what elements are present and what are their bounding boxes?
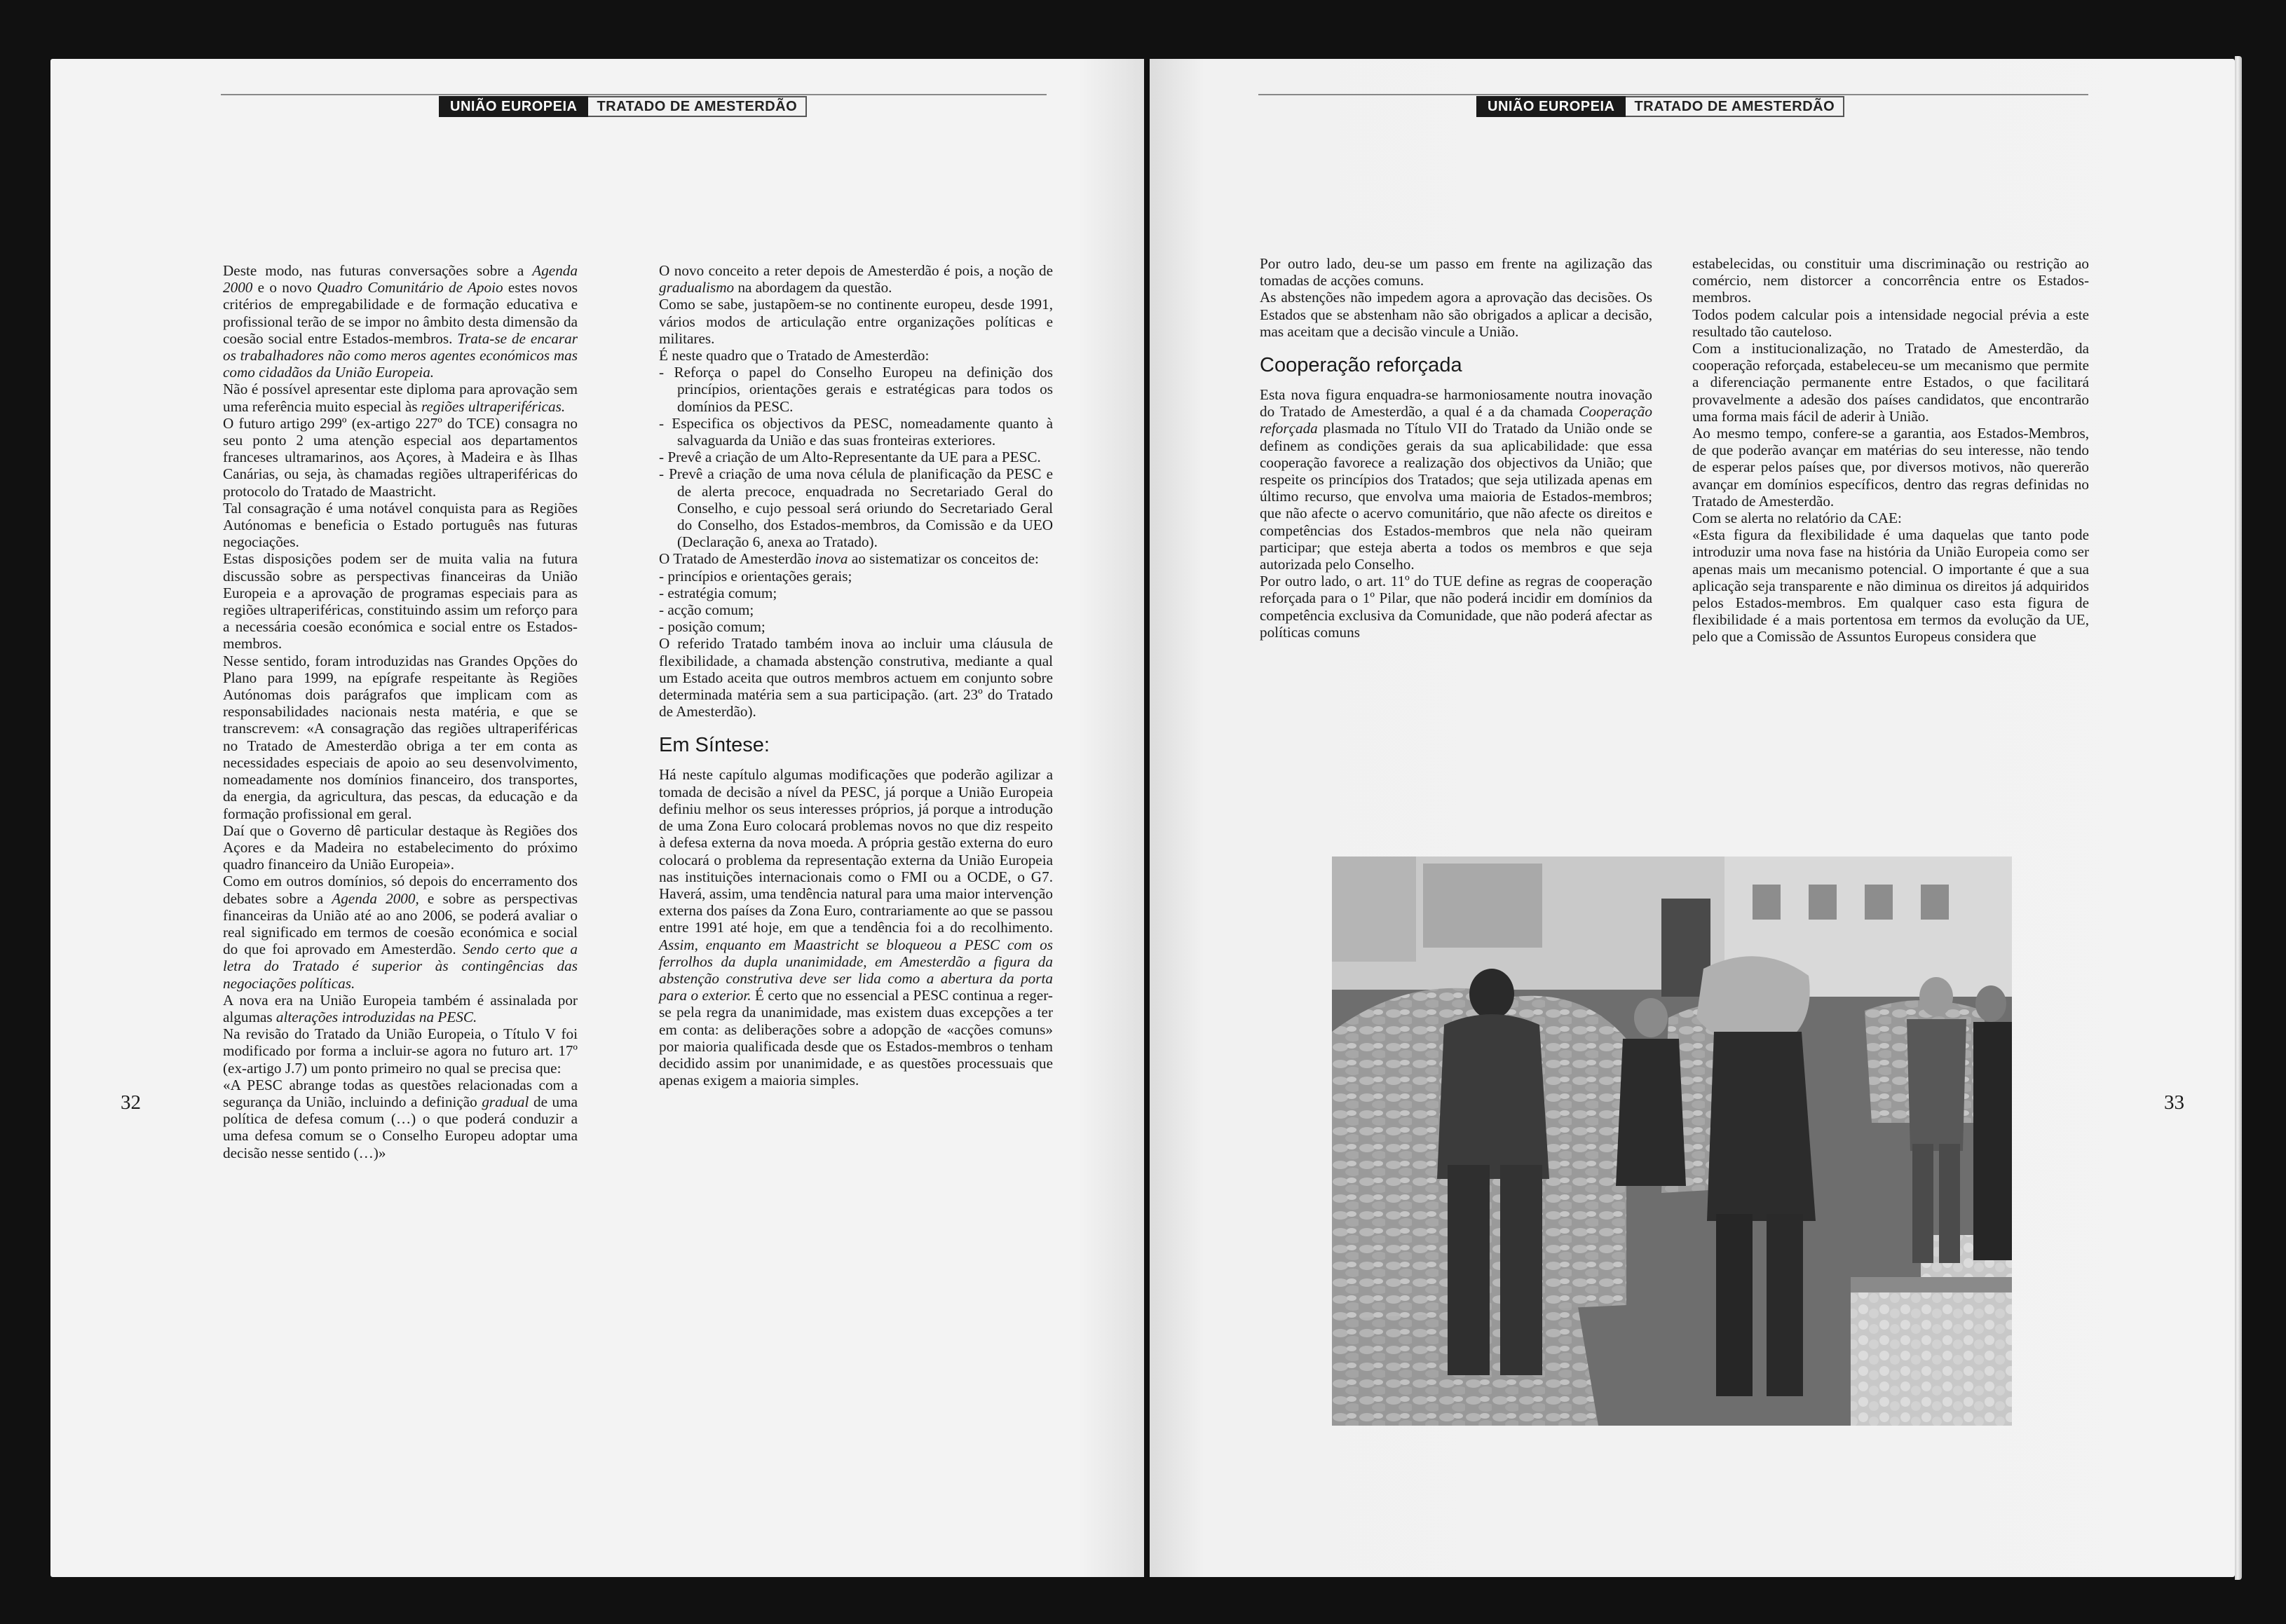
paragraph: Por outro lado, deu-se um passo em frente na agilização das tomadas de acções comuns.: [1260, 255, 1652, 289]
paragraph: Daí que o Governo dê particular destaque às Regiões dos Açores e da Madeira no estabelecimento do próximo quadro financeiro da União Europeia».: [223, 821, 578, 873]
header-rule-right: [1258, 94, 2088, 95]
header-title: TRATADO DE AMESTERDÃO: [588, 96, 807, 117]
list-item: - posição comum;: [659, 618, 766, 636]
section-heading: Cooperação reforçada: [1260, 354, 1462, 377]
paragraph: A nova era na União Europeia também é assinalada por algumas alterações introduzidas na PESC.: [223, 991, 578, 1025]
list-item: - Especifica os objectivos da PESC, nomeadamente quanto à salvaguarda da União e das suas fronteiras exteriores.: [659, 414, 1053, 449]
section-heading: Em Síntese:: [659, 734, 770, 757]
paragraph: Nesse sentido, foram introduzidas nas Grandes Opções do Plano para 1999, na epígrafe respeitante às Regiões Autónomas dois parágrafos que implicam com as responsabilidades nacionais nesta matéria, e que se transcrevem: «A consagração das regiões ultraperiféricas no Tratado de Amesterdão obriga a ter em conta as necessidades especiais de apoio ao seu desenvolvimento, nomeadamente nos domínios financeiro, dos transportes, da energia, da agricultura, das pescas, da educação e da formação profissional em geral.: [223, 652, 578, 822]
paragraph: Estas disposições podem ser de muita valia na futura discussão sobre as perspectivas financeiras da União Europeia e a aprovação de programas especiais para as regiões ultraperiféricas, constituindo assim um reforço para a necessária coesão económica e social entre os Estados-membros.: [223, 550, 578, 653]
paragraph: Deste modo, nas futuras conversações sobre a Agenda 2000 e o novo Quadro Comunitário de Apoio estes novos critérios de empregabilidade e de formação educativa e profissional terão de se impor no âmbito desta dimensão da coesão social entre Estados-membros. Trata-se de encarar os trabalhadores não como meros agentes económicos mas como cidadãos da União Europeia.: [223, 262, 578, 381]
paragraph: Com se alerta no relatório da CAE:: [1692, 510, 1902, 527]
paragraph: «Esta figura da flexibilidade é uma daquelas que tanto pode introduzir uma nova fase na história da União Europeia como ser apenas mais um mecanismo potencial. O importante é que a sua aplicação seja transparente e não diminua os direitos já adquiridos pelos Estados-membros. Em qualquer caso esta figura de flexibilidade é a mais portentosa em termos da evolução da UE, pelo que a Comissão de Assuntos Europeus considera que: [1692, 526, 2089, 646]
paragraph: Todos podem calcular pois a intensidade negocial prévia a este resultado tão cauteloso.: [1692, 306, 2089, 340]
paragraph: Como em outros domínios, só depois do encerramento dos debates sobre a Agenda 2000, e sobre as perspectivas financeiras da União até ao ano 2006, se poderá avaliar o real significado em termos de coesão económica e social do que foi aprovado em Amesterdão. Sendo certo que a letra do Tratado é superior às contingências das negociações políticas.: [223, 873, 578, 992]
paragraph: Tal consagração é uma notável conquista para as Regiões Autónomas e beneficia o Estado português nas futuras negociações.: [223, 499, 578, 551]
paragraph: Por outro lado, o art. 11º do TUE define as regras de cooperação reforçada para o 1º Pilar, que não poderá incidir em domínios da competência exclusiva da Comunidade, que não poderá afectar as políticas comuns: [1260, 573, 1652, 641]
list-item: - Prevê a criação de uma nova célula de planificação da PESC e de alerta precoce, enquadrada no Secretariado Geral do Conselho, e cujo pessoal será oriundo do Secretariado Geral do Conselho, dos Estados-membros, da Comissão e da UEO (Declaração 6, anexa ao Tratado).: [659, 465, 1053, 551]
paragraph: Como se sabe, justapõem-se no continente europeu, desde 1991, vários modos de articulação entre organizações políticas e militares.: [659, 296, 1053, 347]
text-column-2: [659, 262, 1053, 1089]
paragraph: Ao mesmo tempo, confere-se a garantia, aos Estados-Membros, de que poderão avançar em matérias do seu interesse, não tendo de esperar pelos países que, por diversos motivos, não quererão avançar em domínios específicos, dentro das regras definidas no Tratado de Amesterdão.: [1692, 425, 2089, 510]
list-item: - princípios e orientações gerais;: [659, 567, 852, 585]
paragraph: Na revisão do Tratado da União Europeia, o Título V foi modificado por forma a incluir-se agora no futuro art. 17º (ex-artigo J.7) um ponto primeiro no qual se precisa que:: [223, 1025, 578, 1077]
list-item: - Reforça o papel do Conselho Europeu na definição dos princípios, orientações gerais e estratégicas para todos os domínios da PESC.: [659, 364, 1053, 415]
paragraph: Com a institucionalização, no Tratado de Amesterdão, da cooperação reforçada, estabeleceu-se um mecanismo que permite a diferenciação permanente entre Estados, o que facilitará provavelmente a adesão dos países candidatos, que encontrarão uma forma mais fácil de aderir à União.: [1692, 340, 2089, 425]
text-column-4: [1692, 255, 2089, 646]
text-column-1: [223, 262, 578, 1161]
paragraph: Há neste capítulo algumas modificações que poderão agilizar a tomada de decisão a nível da PESC, já porque a União Europeia definiu melhor os seus interesses próprios, já porque a introdução de uma Zona Euro colocará problemas novos no que diz respeito à defesa externa da nova moeda. A própria gestão externa do euro colocará o problema da representação externa da União Europeia nas instituições internacionais como o FMI ou a OCDE, o G7. Haverá, assim, uma tendência natural para uma maior intervenção externa dos países da Zona Euro, contrariamente ao que se passou entre 1991 até hoje, em que a tendência foi a do recolhimento. Assim, enquanto em Maastricht se bloqueou a PESC com os ferrolhos da dupla unanimidade, em Amesterdão a figura da abstenção construtiva deve ser lida como a abertura da porta para o exterior. É certo que no essencial a PESC continua a reger-se pela regra da unanimidade, mas existem duas excepções a ter em conta: as deliberações sobre a adopção de «acções comuns» por maioria qualificada desde que os Estados-membros o tenham decidido assim por unanimidade, e as questões processuais que apenas exigem a maioria simples.: [659, 766, 1053, 1089]
header-right: [1476, 96, 1844, 117]
paragraph: As abstenções não impedem agora a aprovação das decisões. Os Estados que se abstenham não são obrigados a aplicar a decisão, mas aceitam que a decisão vincule a União.: [1260, 289, 1652, 340]
paragraph: «A PESC abrange todas as questões relacionadas com a segurança da União, incluindo a definição gradual de uma política de defesa comum (…) o que poderá conduzir a uma defesa comum se o Conselho Europeu adoptar uma decisão nesse sentido (…)»: [223, 1076, 578, 1161]
header-badge: UNIÃO EUROPEIA: [1476, 96, 1626, 117]
market-photo: [1332, 857, 2012, 1426]
list-item: - Prevê a criação de um Alto-Representante da UE para a PESC.: [659, 449, 1041, 466]
text-column-3: [1260, 255, 1652, 641]
paragraph: estabelecidas, ou constituir uma discriminação ou restrição ao comércio, nem distorcer a concorrência entre os Estados-membros.: [1692, 255, 2089, 306]
paragraph: Não é possível apresentar este diploma para aprovação sem uma referência muito especial às regiões ultraperiféricas.: [223, 381, 578, 415]
page-number-left: 32: [121, 1091, 141, 1114]
header-title: TRATADO DE AMESTERDÃO: [1626, 96, 1844, 117]
list-item: - estratégia comum;: [659, 584, 777, 601]
paragraph: O Tratado de Amesterdão inova ao sistematizar os conceitos de:: [659, 550, 1039, 568]
page-edge: [2235, 56, 2242, 1580]
header-badge: UNIÃO EUROPEIA: [439, 96, 588, 117]
list-item: - acção comum;: [659, 601, 754, 619]
header-left: [439, 96, 807, 117]
paragraph: O futuro artigo 299º (ex-artigo 227º do TCE) consagra no seu ponto 2 uma atenção especial aos departamentos franceses ultramarinos, aos Açores, à Madeira e às Ilhas Canárias, ou seja, às chamadas regiões ultraperiféricas do protocolo do Tratado de Maastricht.: [223, 414, 578, 500]
header-rule-left: [221, 94, 1047, 95]
paragraph: Esta nova figura enquadra-se harmoniosamente noutra inovação do Tratado de Amesterdão, a qual é a da chamada Cooperação reforçada plasmada no Título VII do Tratado da União onde se definem as condições gerais da sua aplicabilidade: que essa cooperação favorece a realização dos objectivos da União; que respeite os princípios dos Tratados; que seja utilizada apenas em último recurso, que envolva uma maioria de Estados-membros; que não afecte o acervo comunitário, que não afecte os direitos e competências dos Estados-membros que nela não queiram participar; que esteja aberta a todos os membros e que seja autorizada pelo Conselho.: [1260, 386, 1652, 573]
paragraph: É neste quadro que o Tratado de Amesterdão:: [659, 347, 930, 364]
paragraph: O novo conceito a reter depois de Amesterdão é pois, a noção de gradualismo na abordagem da questão.: [659, 262, 1053, 296]
paragraph: O referido Tratado também inova ao incluir uma cláusula de flexibilidade, a chamada abstenção construtiva, mediante a qual um Estado aceita que outros membros actuem em conjunto sobre determinada matéria sem a sua participação. (art. 23º do Tratado de Amesterdão).: [659, 635, 1053, 721]
page-number-right: 33: [2164, 1091, 2184, 1114]
